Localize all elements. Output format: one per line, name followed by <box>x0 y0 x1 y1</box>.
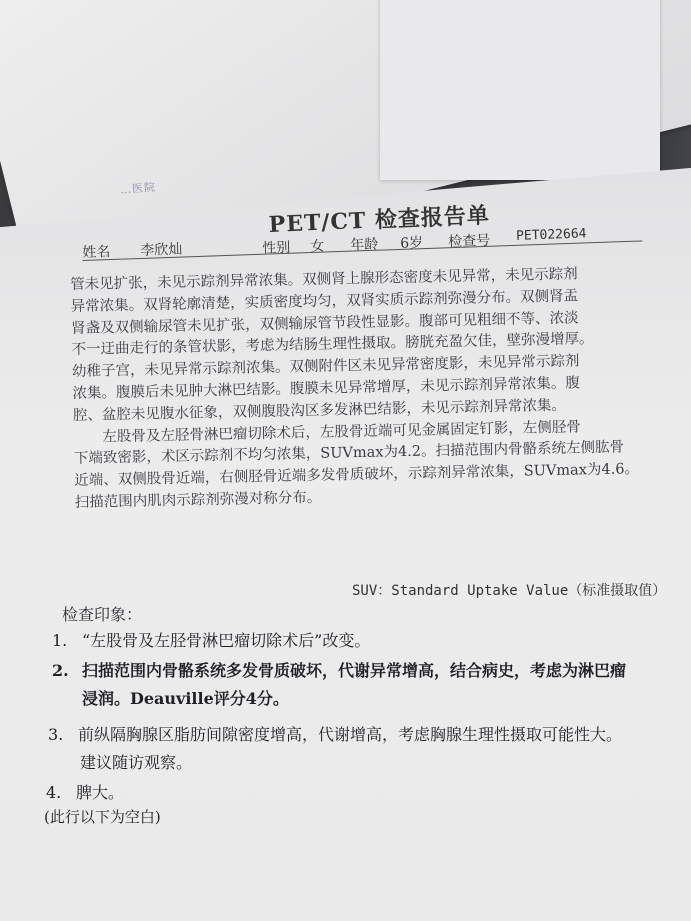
findings-line: 异常浓集。双肾轮廓清楚，实质密度均匀，双肾实质示踪剂弥漫分布。双侧肾盂 <box>70 288 579 315</box>
suv-note: SUV：Standard Uptake Value（标准摄取值） <box>352 583 667 599</box>
impression-text: 建议随访观察。 <box>80 753 193 772</box>
findings-line: 腔、盆腔未见腹水征象，双侧腹股沟区多发淋巴结影，未见示踪剂异常浓集。 <box>72 397 567 424</box>
findings-text <box>70 262 640 514</box>
impression-text: 脾大。 <box>76 783 125 802</box>
impression-item-2 <box>52 658 626 684</box>
exam-no-label: 检查号 <box>447 232 491 251</box>
findings-line: 下端致密影，术区示踪剂不均匀浓集，SUVmax为4.2。扫描范围内骨骼系统左侧肱骨 <box>73 439 625 468</box>
findings-line: 管未见扩张，未见示踪剂异常浓集。双侧肾上腺形态密度未见异常，未见示踪剂 <box>70 266 578 293</box>
findings-line: 近端、双侧股骨近端，右侧胫骨近端多发骨质破坏，示踪剂异常浓集，SUVmax为4.6。 <box>74 461 640 490</box>
impression-item-3-cont <box>80 750 192 776</box>
sex-label: 性别 <box>262 239 291 257</box>
impression-text: 浸润。Deauville评分4分。 <box>82 689 289 708</box>
name-label: 姓名 <box>82 244 111 261</box>
impression-number: 3. <box>48 725 64 744</box>
hospital-name: …医院 <box>119 180 157 197</box>
impression-item-3 <box>48 722 622 748</box>
impression-item-2-cont <box>82 686 289 712</box>
findings-line: 肾盏及双侧输尿管未见扩张，双侧输尿管节段性显影。腹部可见粗细不等、浓淡 <box>70 309 579 337</box>
impression-item-4 <box>46 780 124 806</box>
impression-label: 检查印象： <box>62 605 143 624</box>
impression-text: 扫描范围内骨骼系统多发骨质破坏，代谢异常增高，结合病史，考虑为淋巴瘤 <box>82 661 627 680</box>
name-value: 李欣灿 <box>140 241 183 259</box>
impression-text: 前纵隔胸腺区脂肪间隙密度增高，代谢增高，考虑胸腺生理性摄取可能性大。 <box>78 725 623 744</box>
findings-line: 扫描范围内肌肉示踪剂弥漫对称分布。 <box>74 489 322 511</box>
findings-line: 左股骨及左胫骨淋巴瘤切除术后，左股骨近端可见金属固定钉影，左侧胫骨 <box>73 418 581 446</box>
report-title: PET/CT 检查报告单 <box>268 202 491 238</box>
age-value: 6岁 <box>399 235 424 252</box>
blank-note: (此行以下为空白) <box>44 808 161 826</box>
findings-line: 不一迂曲走行的条管状影，考虑为结肠生理性摄取。膀胱充盈欠佳，壁弥漫增厚。 <box>71 331 594 359</box>
impression-number: 1. <box>52 631 68 650</box>
sex-value: 女 <box>310 238 325 256</box>
impression-number: 2. <box>52 661 69 680</box>
findings-line: 浓集。腹膜后未见肿大淋巴结影。腹膜未见异常增厚，未见示踪剂异常浓集。腹 <box>72 375 581 402</box>
findings-line: 幼稚子宫，未见异常示踪剂浓集。双侧附件区未见异常密度影，未见异常示踪剂 <box>71 353 580 381</box>
impression-item-1 <box>52 628 370 654</box>
age-label: 年龄 <box>350 236 379 254</box>
impression-text: “左股骨及左胫骨淋巴瘤切除术后”改变。 <box>82 631 371 650</box>
impression-number: 4. <box>46 783 62 802</box>
exam-no-value: PET022664 <box>515 226 587 244</box>
